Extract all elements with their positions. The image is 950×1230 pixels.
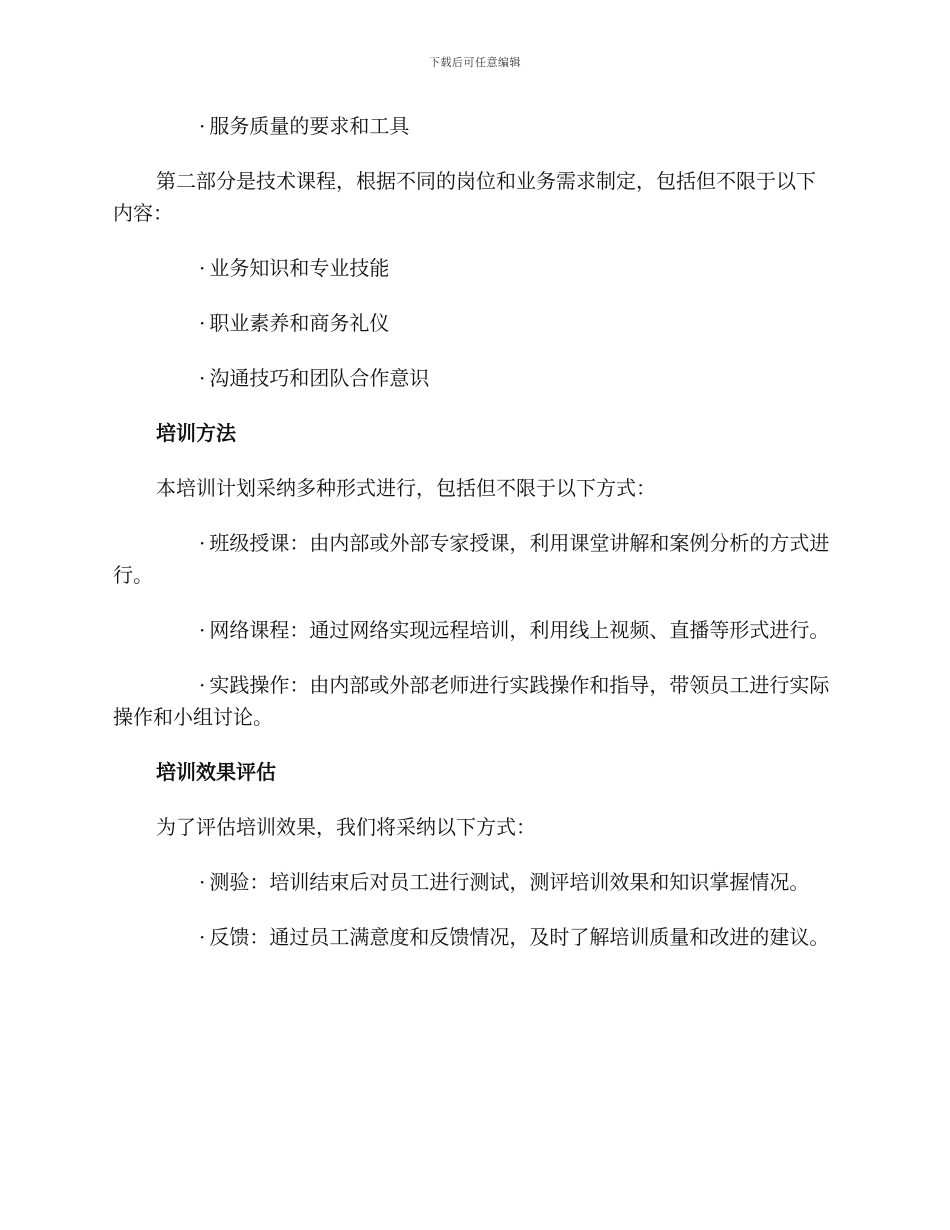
document-body <box>113 110 833 976</box>
paragraph-text: 为了评估培训效果，我们将采纳以下方式： <box>156 815 536 839</box>
bullet-dot: · <box>199 870 206 894</box>
bullet-text: 职业素养和商务礼仪 <box>209 311 390 335</box>
bullet-dot: · <box>199 925 206 949</box>
bullet-item <box>113 307 833 339</box>
bullet-dot: · <box>199 366 206 390</box>
paragraph-text: 本培训计划采纳多种形式进行，包括但不限于以下方式： <box>156 476 656 500</box>
paragraph <box>113 165 833 229</box>
bullet-dot: · <box>199 256 206 280</box>
bullet-item <box>113 252 833 284</box>
bullet-text: 服务质量的要求和工具 <box>209 114 410 138</box>
bullet-dot: · <box>199 531 206 555</box>
paragraph <box>113 811 833 843</box>
section-heading <box>113 417 833 449</box>
bullet-dot: · <box>199 311 206 335</box>
bullet-dot: · <box>199 618 206 642</box>
bullet-text: 业务知识和专业技能 <box>209 256 390 280</box>
bullet-dot: · <box>199 114 206 138</box>
section-heading <box>113 756 833 788</box>
page-header: 下载后可任意编辑 <box>429 56 521 69</box>
paragraph <box>113 472 833 504</box>
bullet-text: 沟通技巧和团队合作意识 <box>209 366 430 390</box>
bullet-text: 实践操作：由内部或外部老师进行实践操作和指导，带领员工进行实际操作和小组讨论。 <box>113 673 830 729</box>
bullet-text: 班级授课：由内部或外部专家授课，利用课堂讲解和案例分析的方式进行。 <box>113 531 830 587</box>
bullet-item <box>113 921 833 953</box>
bullet-dot: · <box>199 673 206 697</box>
bullet-text: 测验：培训结束后对员工进行测试，测评培训效果和知识掌握情况。 <box>209 870 810 894</box>
paragraph-text: 第二部分是技术课程，根据不同的岗位和业务需求制定，包括但不限于以下内容： <box>113 169 816 225</box>
bullet-item <box>113 669 833 733</box>
bullet-item <box>113 866 833 898</box>
bullet-item <box>113 614 833 646</box>
bullet-item <box>113 362 833 394</box>
bullet-item <box>113 110 833 142</box>
bullet-text: 反馈：通过员工满意度和反馈情况，及时了解培训质量和改进的建议。 <box>209 925 830 949</box>
heading-text: 培训方法 <box>156 421 236 445</box>
bullet-item <box>113 527 833 591</box>
bullet-text: 网络课程：通过网络实现远程培训，利用线上视频、直播等形式进行。 <box>209 618 830 642</box>
heading-text: 培训效果评估 <box>156 760 276 784</box>
